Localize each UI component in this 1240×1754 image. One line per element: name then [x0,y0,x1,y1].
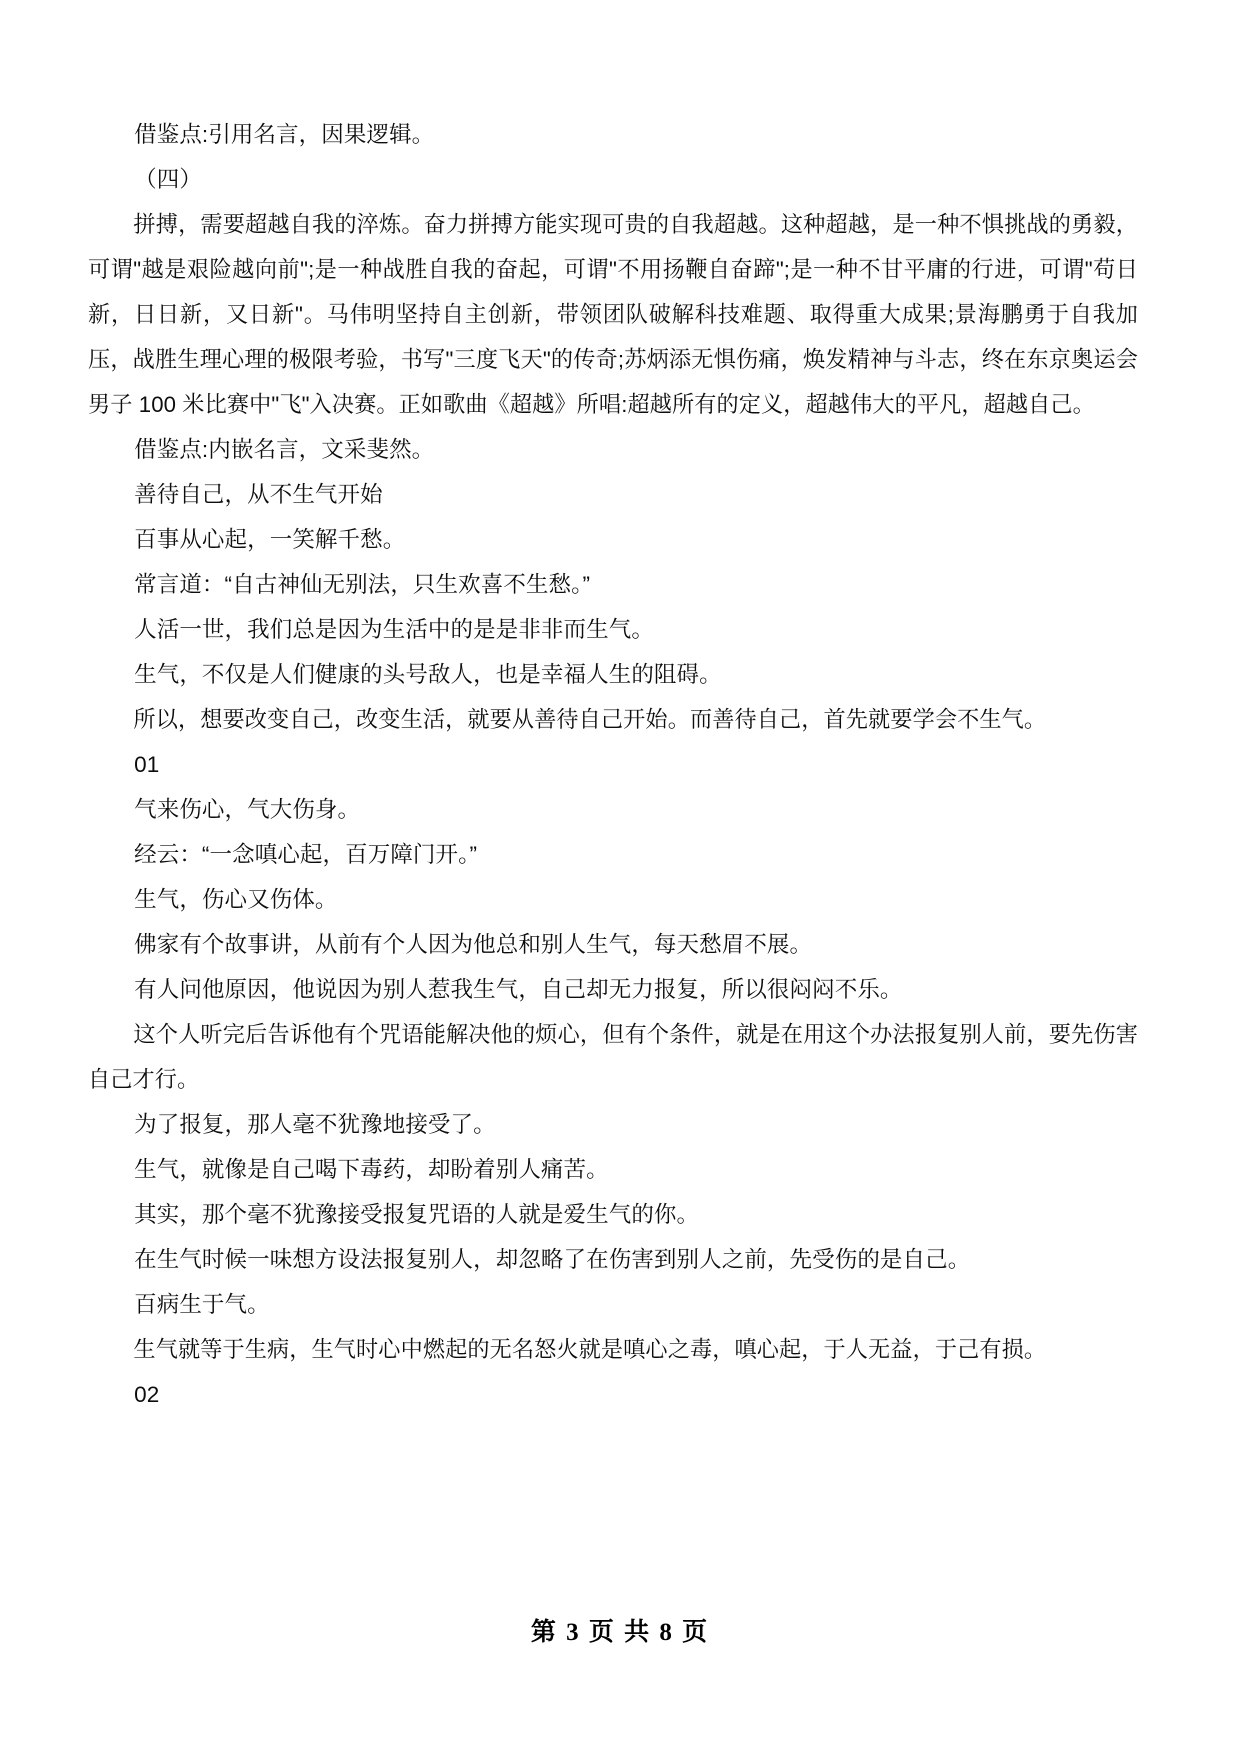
text-line-that-person-is-you: 其实，那个毫不犹豫接受报复咒语的人就是爱生气的你。 [134,1202,700,1227]
document-body [88,112,1154,1417]
text-line-treat-yourself-well-heading: 善待自己，从不生气开始 [134,482,383,507]
section-number-02: 02 [134,1382,160,1407]
text-line-section-four: （四） [134,167,202,192]
section-number-01: 01 [134,752,160,777]
text-line-life-right-and-wrong: 人活一世，我们总是因为生活中的是是非非而生气。 [134,617,654,642]
text-line-anger-like-poison: 生气，就像是自己喝下毒药，却盼着别人痛苦。 [134,1157,609,1182]
paragraph-striving-self-transcendence: 拼搏，需要超越自我的淬炼。奋力拼搏方能实现可贵的自我超越。这种超越，是一种不惧挑战的勇毅，可谓"越是艰险越向前";是一种战胜自我的奋起，可谓"不用扬鞭自奋蹄";是一种不甘平庸的行进，可谓"苟日新，日日新，又日新"。马伟明坚持自主创新，带领团队破解科技难题、取得重大成果;景海鹏勇于自我加压，战胜生理心理的极限考验，书写"三度飞天"的传奇;苏炳添无惧伤痛，焕发精神与斗志，终在东京奥运会男子 100 米比赛中"飞"入决赛。正如歌曲《超越》所唱:超越所有的定义，超越伟大的平凡，超越自己。 [88,212,1139,417]
text-line-buddhist-story-intro: 佛家有个故事讲，从前有个人因为他总和别人生气，每天愁眉不展。 [134,932,813,957]
text-line-accepted-for-revenge: 为了报复，那人毫不犹豫地接受了。 [134,1112,496,1137]
text-line-someone-asked-reason: 有人问他原因，他说因为别人惹我生气，自己却无力报复，所以很闷闷不乐。 [134,977,903,1002]
text-line-borrow-point-2: 借鉴点:内嵌名言，文采斐然。 [134,437,435,462]
text-line-anger-hurts-both: 生气，伤心又伤体。 [134,887,338,912]
text-line-sutra-quote: 经云：“一念嗔心起，百万障门开。” [134,842,478,867]
paragraph-curse-condition: 这个人听完后告诉他有个咒语能解决他的烦心，但有个条件，就是在用这个办法报复别人前，要先伤害自己才行。 [88,1022,1139,1092]
text-line-change-yourself: 所以，想要改变自己，改变生活，就要从善待自己开始。而善待自己，首先就要学会不生气。 [133,707,1047,732]
text-line-all-illness-from-anger: 百病生于气。 [134,1292,270,1317]
text-line-borrow-point-1: 借鉴点:引用名言，因果逻辑。 [134,122,435,147]
text-line-all-things-start-from-heart: 百事从心起，一笑解千愁。 [134,527,406,552]
text-line-anger-health-enemy: 生气，不仅是人们健康的头号敌人，也是幸福人生的阻碍。 [134,662,722,687]
text-line-common-saying-quote: 常言道：“自古神仙无别法，只生欢喜不生愁。” [134,572,591,597]
text-line-anger-hurts-heart-body: 气来伤心，气大伤身。 [134,797,361,822]
text-line-anger-equals-illness: 生气就等于生病，生气时心中燃起的无名怒火就是嗔心之毒，嗔心起，于人无益，于己有损。 [133,1337,1047,1362]
page-footer: 第 3 页 共 8 页 [530,1619,710,1646]
text-line-hurt-yourself-first: 在生气时候一味想方设法报复别人，却忽略了在伤害到别人之前，先受伤的是自己。 [134,1247,971,1272]
